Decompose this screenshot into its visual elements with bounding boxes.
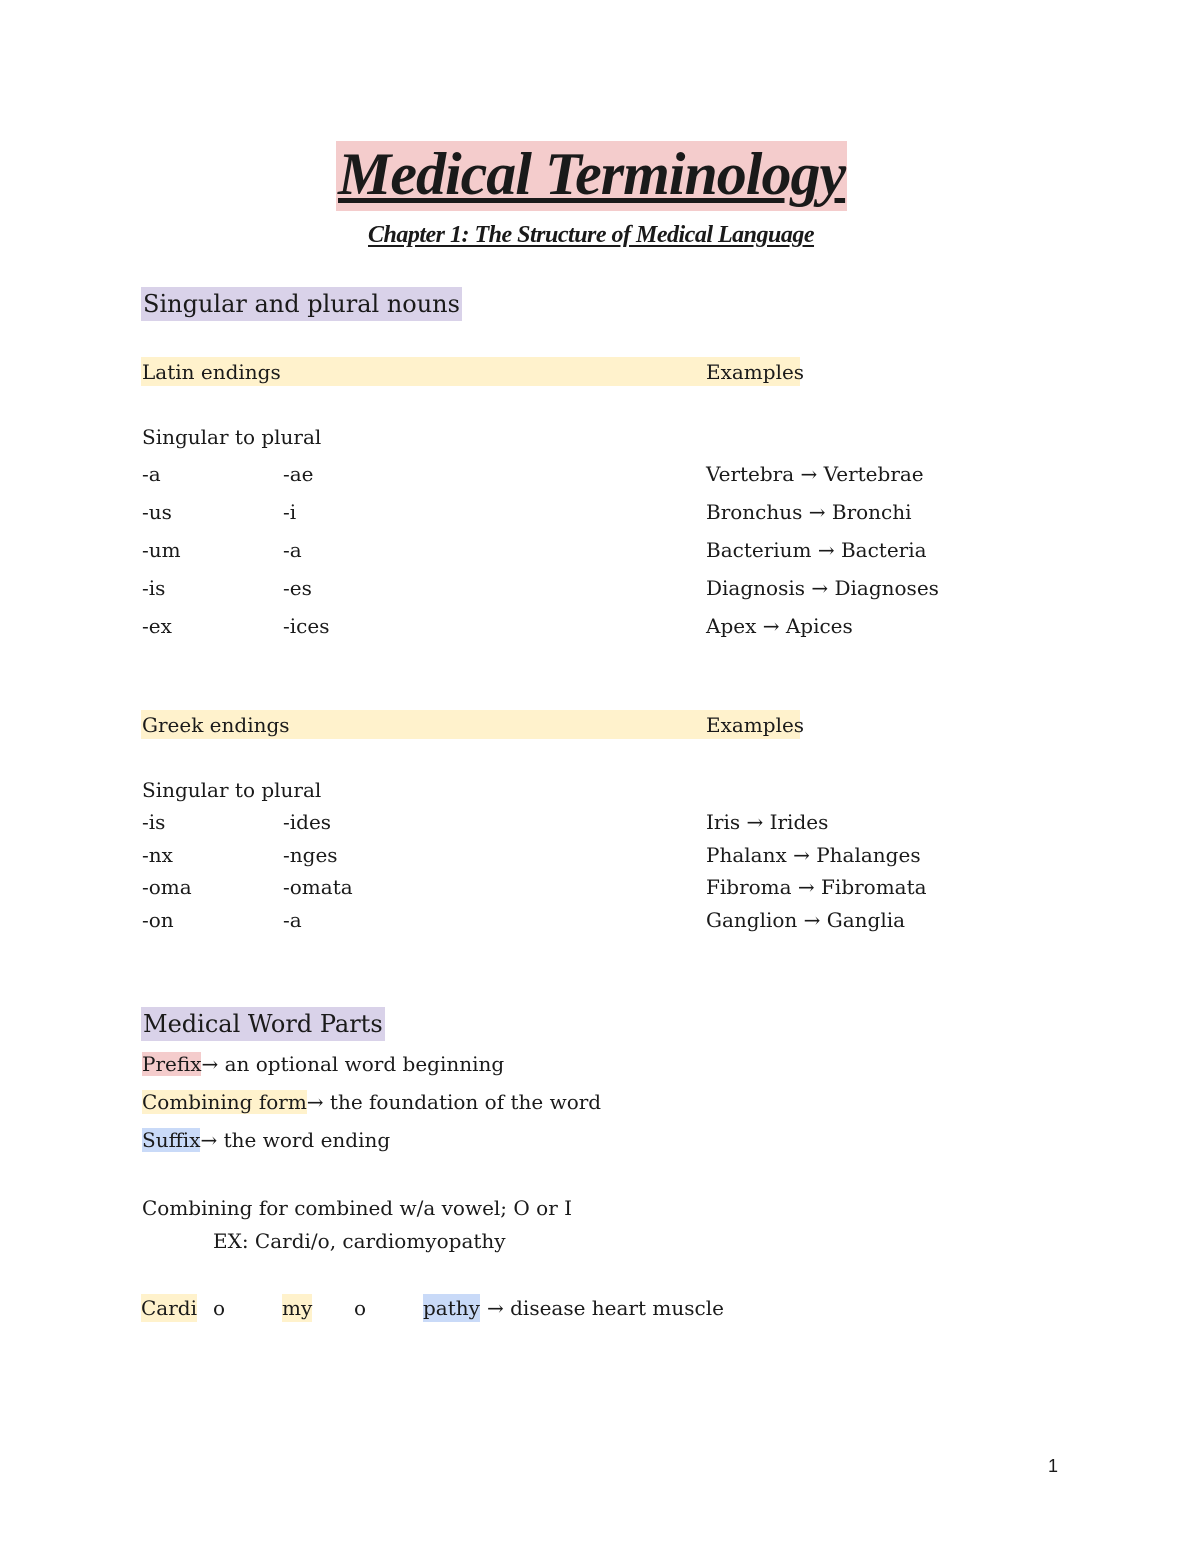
suffix-definition: → the word ending bbox=[200, 1128, 391, 1152]
greek-plural: -ides bbox=[283, 810, 332, 834]
suffix-term: Suffix bbox=[142, 1128, 201, 1152]
latin-plural: -a bbox=[283, 538, 302, 562]
breakdown-part-my: my bbox=[282, 1296, 313, 1320]
breakdown-meaning: → disease heart muscle bbox=[487, 1296, 724, 1320]
combining-note: Combining for combined w/a vowel; O or I bbox=[142, 1196, 573, 1220]
latin-example: Vertebra → Vertebrae bbox=[706, 462, 924, 486]
document-subtitle: Chapter 1: The Structure of Medical Language bbox=[368, 222, 815, 248]
greek-label: Singular to plural bbox=[142, 778, 322, 802]
breakdown-vowel: o bbox=[354, 1296, 367, 1320]
breakdown-part-cardi: Cardi bbox=[141, 1296, 197, 1320]
greek-plural: -omata bbox=[283, 875, 353, 899]
breakdown-part-pathy: pathy bbox=[423, 1296, 480, 1320]
latin-example: Diagnosis → Diagnoses bbox=[706, 576, 939, 600]
greek-singular: -oma bbox=[142, 875, 192, 899]
greek-plural: -nges bbox=[283, 843, 338, 867]
latin-singular: -ex bbox=[142, 614, 172, 638]
example-line: EX: Cardi/o, cardiomyopathy bbox=[213, 1229, 506, 1253]
word-part-combining-form bbox=[142, 1088, 601, 1116]
latin-plural: -ae bbox=[283, 462, 314, 486]
greek-example: Phalanx → Phalanges bbox=[706, 843, 921, 867]
latin-label: Singular to plural bbox=[142, 425, 322, 449]
greek-example: Iris → Irides bbox=[706, 810, 829, 834]
greek-example: Ganglion → Ganglia bbox=[706, 908, 906, 932]
greek-example: Fibroma → Fibromata bbox=[706, 875, 927, 899]
latin-plural: -i bbox=[283, 500, 297, 524]
greek-singular: -is bbox=[142, 810, 166, 834]
section-heading-singular-plural: Singular and plural nouns bbox=[141, 287, 462, 321]
latin-header-left: Latin endings bbox=[142, 360, 281, 384]
word-part-suffix bbox=[142, 1126, 390, 1154]
greek-singular: -nx bbox=[142, 843, 173, 867]
section-heading-word-parts: Medical Word Parts bbox=[141, 1007, 385, 1041]
breakdown-vowel: o bbox=[213, 1296, 226, 1320]
document-title: Medical Terminology bbox=[336, 141, 847, 211]
combining-form-definition: → the foundation of the word bbox=[306, 1090, 602, 1114]
latin-header-right: Examples bbox=[706, 360, 805, 384]
greek-singular: -on bbox=[142, 908, 174, 932]
latin-plural: -ices bbox=[283, 614, 330, 638]
latin-example: Bacterium → Bacteria bbox=[706, 538, 927, 562]
page-number: 1 bbox=[1047, 1456, 1058, 1476]
greek-plural: -a bbox=[283, 908, 302, 932]
latin-singular: -is bbox=[142, 576, 166, 600]
prefix-term: Prefix bbox=[142, 1052, 202, 1076]
latin-example: Apex → Apices bbox=[706, 614, 853, 638]
latin-singular: -us bbox=[142, 500, 172, 524]
latin-singular: -um bbox=[142, 538, 181, 562]
latin-plural: -es bbox=[283, 576, 312, 600]
word-part-prefix bbox=[142, 1050, 504, 1078]
latin-example: Bronchus → Bronchi bbox=[706, 500, 912, 524]
greek-header-left: Greek endings bbox=[142, 713, 290, 737]
prefix-definition: → an optional word beginning bbox=[201, 1052, 505, 1076]
combining-form-term: Combining form bbox=[142, 1090, 307, 1114]
latin-singular: -a bbox=[142, 462, 161, 486]
greek-header-right: Examples bbox=[706, 713, 805, 737]
